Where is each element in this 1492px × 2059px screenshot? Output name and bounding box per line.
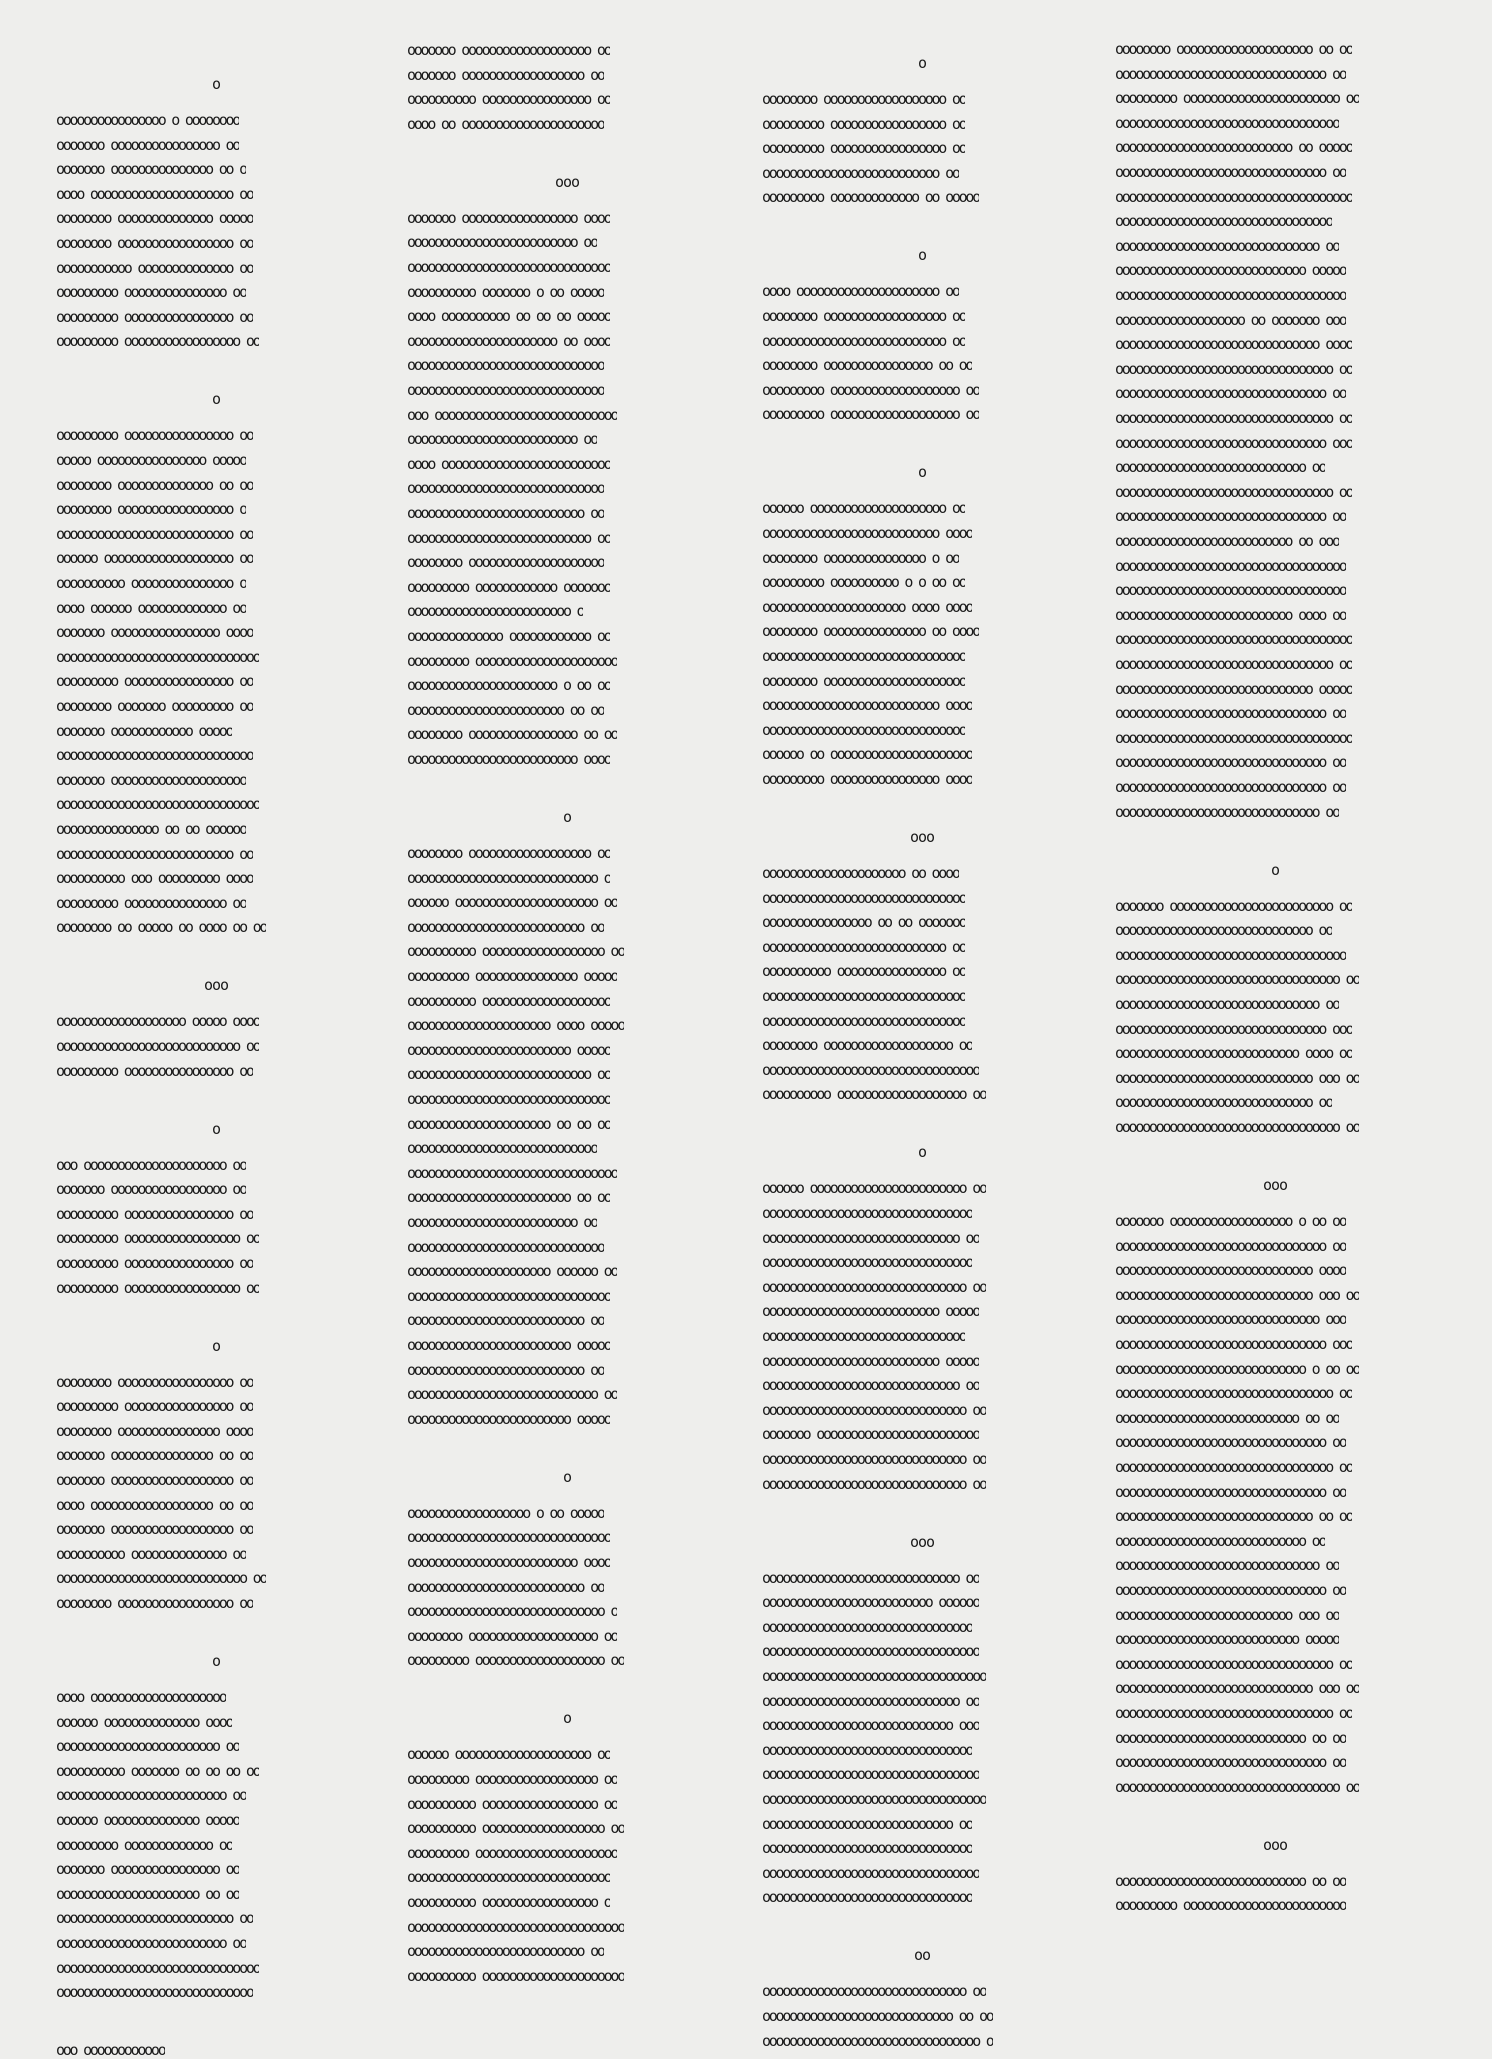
circle-row: ooooooo oooooooooooooooo oooo: [56, 623, 253, 642]
circle-row: oooo ooooooooooooooooooooooooo: [407, 454, 611, 473]
circle-row: oooooooooooooooooooooooooooooo oo: [762, 1474, 986, 1493]
circle-row: oooooooooooooooooooooooooo oo: [407, 917, 604, 936]
circle-row: oooooooooooooooooooooooooooooooo: [762, 1863, 979, 1882]
circle-row: oooooooo ooooooooooooooooo o: [56, 500, 246, 519]
circle-row: oooooooooooooooooooooooooooooo oo: [1115, 995, 1339, 1013]
circle-row: oooooooooooooooooooooooooo oo: [407, 1577, 604, 1596]
circle-row: oooooo oooooooooooooooooooo oo: [762, 499, 966, 518]
section-marker: ooo: [554, 172, 580, 191]
circle-row: ooooooooooooooooooooooooo oo: [56, 1934, 246, 1952]
circle-row: oooooooooooooooooooooooooooooo: [762, 647, 966, 665]
circle-row: oooooo ooooooooooooooooooooooo oo: [762, 1179, 986, 1198]
circle-row: oooooooooooooooooooooooooooooooo: [762, 1642, 979, 1661]
circle-row: oooooo oooooooooooooo oooo: [56, 1712, 233, 1731]
circle-row: ooooooooooooooooooooooooooo ooooo: [1115, 1630, 1339, 1649]
circle-row: oooooooooooooooooooooooooooo o: [407, 868, 611, 887]
circle-row: ooooo oooooooooooooooo ooooo: [56, 451, 246, 469]
circle-row: oooooooooooooooooooooooo ooooo: [407, 1336, 611, 1354]
circle-row: ooooooooooooooooooooooooooooooo: [762, 1839, 973, 1858]
circle-row: oooooooo ooooooooooooooooooo oo: [762, 1036, 973, 1055]
circle-row: oooooooooooooooooooooooooooooooo: [407, 1917, 624, 1936]
circle-row: ooooooooooooooooooooooooooo oo: [762, 331, 966, 350]
circle-row: oooooooooooooooooooooooooooooo: [762, 888, 966, 907]
circle-row: ooooooooo oooooooooooooooo oo: [56, 1254, 253, 1272]
circle-row: oooooooooo ooooooooooooooooo o: [407, 1893, 611, 1911]
circle-row: oooooooooooooooooooooooo o: [407, 602, 584, 621]
circle-row: oooooooooooooooooooooooooooooo: [407, 1090, 611, 1108]
circle-row: oooooooo ooooooooooooooooo oo: [56, 1372, 253, 1391]
circle-row: oooooooooooooooo o oooooooo: [56, 111, 240, 129]
circle-row: oooooooo oooooooooooooooo oo oo: [407, 725, 618, 744]
circle-row: ooooooooooooooooooooooooooooo oooo: [1115, 1261, 1346, 1280]
circle-row: ooooooooooooooooooooooooooooooooo oo: [1115, 1777, 1360, 1796]
circle-row: ooooooooo ooooooooooooooooooooo: [407, 651, 618, 670]
circle-row: ooooooooooooooooooooooooooooooo oo: [1115, 384, 1346, 403]
circle-row: oooooooooooooooooooooooooooooo oo: [762, 1400, 986, 1419]
circle-row: oooooo oooooooooooooooooooo oo: [407, 1745, 611, 1764]
circle-row: ooooooooooooooooooooooooooo oo oo: [1115, 1408, 1339, 1427]
circle-row: ooooooo ooooooooooooooooooo oo: [407, 41, 611, 59]
section-marker: o: [562, 808, 572, 826]
circle-row: ooooooooooooooooooooo oo oo: [56, 1884, 240, 1903]
circle-row: ooooooooooooooooooooooooooooo oo: [1115, 921, 1332, 940]
circle-row: oooooooooooooooooooooooooooooo oo: [1115, 802, 1339, 821]
circle-row: ooo ooooooooooooooooooooo oo: [56, 1155, 246, 1174]
circle-row: ooooooooo ooooooooooooo oo: [56, 1835, 233, 1854]
circle-row: ooooooooo ooooooooooooooooo oo: [762, 139, 966, 158]
circle-row: ooooooooooooooooooooooooooooooo oo: [1115, 163, 1346, 181]
circle-row: ooooooo oooooooooooooooooo oo: [56, 1471, 253, 1489]
circle-row: ooooooooooooooooooooooooooo oo: [56, 1037, 260, 1055]
circle-row: ooooooo oooooooooooooooo oo: [56, 135, 240, 154]
circle-row: oooooooo oooooooooooooooooo oo: [762, 307, 966, 325]
circle-row: ooooooo oooooooooooooooooo oo: [56, 1520, 253, 1539]
circle-row: ooooooooo oooooooooooooooo oo: [56, 1061, 253, 1080]
circle-row: ooooooooooooooooooooooooooooooo oo: [1115, 778, 1346, 796]
circle-row: oooooooooooooooooooooooooo oooo: [762, 696, 973, 715]
circle-row: oooooooooooooooooooooooooooooo: [56, 1958, 260, 1977]
circle-row: ooooooooooooooooooooooooooooo oo oo: [1115, 1507, 1353, 1526]
circle-row: oooooooooooooooooooooooooo oo: [407, 504, 604, 522]
circle-row: oooooooooooooooooo o oo ooooo: [407, 1503, 604, 1522]
circle-row: ooooooooooooooooooooooooooooo ooo oo: [1115, 1285, 1360, 1304]
circle-row: oooo oooooooooo oo oo oo ooooo: [407, 307, 611, 326]
circle-row: ooooooooooooooooooooooooooooooooo: [762, 1667, 986, 1685]
circle-row: oooooooooooooooooooooooooooooooo oo: [1115, 1384, 1353, 1403]
circle-row: oooooooooo ooooooooooooooooooo oo: [762, 1085, 986, 1104]
circle-row: oooooooooooooooooooooooooooooooooo: [1115, 286, 1346, 304]
circle-row: oooooooooooooooooooooooooooooo oo: [762, 1982, 986, 2001]
circle-row: oooooooo oooooooooooooooooo oo: [762, 90, 966, 108]
circle-row: oooooooooooooooooooooooooooooo ooo: [1115, 1310, 1346, 1329]
circle-row: ooooooooo oooooooooooooooo oo: [56, 307, 253, 326]
circle-row: oooooooooooooooooooooooooo oo: [56, 1909, 253, 1928]
circle-row: ooooooooooooooooooooooooooo oo: [407, 528, 611, 547]
circle-row: ooooooo oooooooooooooooooooooooo oo: [1115, 896, 1353, 915]
section-marker: ooo: [1262, 1176, 1288, 1194]
circle-row: oooooooooooooooooooooooooooo oo: [56, 1569, 267, 1588]
circle-row: oooooo ooooooooooooooooooo oo: [56, 549, 253, 568]
circle-row: oooooooo oooooooooooooooooo oo: [407, 844, 611, 862]
circle-row: oooooooooooooooooooooooooooooooooo: [1115, 945, 1346, 964]
circle-row: ooooooooo oooooooooooooooo oo: [56, 426, 253, 445]
circle-row: oooo ooooooooooooooooooooo oo: [762, 282, 959, 301]
circle-row: ooooooooo oooooooooooo ooooooo: [407, 577, 611, 596]
circle-row: ooooooooooooooooooooooooooooooo: [762, 1204, 973, 1222]
circle-row: oooooooooooooooooooooooooooooooo oo: [1115, 482, 1353, 501]
circle-row: oooooooooooooooo oo oo ooooooo: [762, 913, 966, 932]
circle-row: oooooooooooooooooooooooooooo oo: [1115, 1531, 1326, 1550]
circle-row: ooooooooo oooooooooooooooo oooo: [762, 770, 973, 788]
circle-row: oooooooooooooooooooooooooo ooooo: [762, 1302, 979, 1321]
circle-row: ooooooo oooooooooooooooooo o oo oo: [1115, 1212, 1346, 1230]
circle-row: ooooooooooooooooooooooooooooooo oo: [1115, 1753, 1346, 1772]
circle-row: oooo oo ooooooooooooooooooooo: [407, 114, 604, 133]
circle-row: oooooooooooooooooooooooooo ooooo: [762, 1351, 979, 1370]
circle-row: oooooooo oooooooooooooo oo oo: [56, 475, 253, 494]
circle-row: ooooooo ooooooooooooooooo oo: [56, 1180, 246, 1199]
circle-row: oooooooooooooooooooooooooooooo: [762, 987, 966, 1005]
section-marker: oo: [913, 1946, 931, 1965]
circle-row: oooooooooooooooooooooooooooooo oooo: [1115, 335, 1353, 354]
circle-row: ooooooooo oooooooooooooooooo oo: [407, 1770, 618, 1788]
circle-row: oooooooooooooooooooooooo oo oo: [407, 1188, 611, 1207]
circle-row: ooooooooooooooooooooooooooooooo oo: [1115, 1433, 1346, 1452]
circle-row: oooooooooo oooooooooooooo oo: [56, 1544, 246, 1563]
circle-row: ooooooooooooooooooooooooo oooo: [407, 1553, 611, 1571]
circle-row: oooooooooooooooooooooooooooo oo oo: [1115, 1871, 1346, 1890]
circle-row: ooooooooooooooooooooooooooo oo: [407, 1065, 611, 1084]
section-marker: o: [1270, 860, 1280, 879]
circle-row: oooooooooooooooooooooooooooooooo oo: [1115, 1704, 1353, 1722]
circle-row: ooooooooo ooooooooooooooo ooooo: [407, 967, 618, 985]
circle-row: ooooooooooooooooooooooooooooooo: [762, 1888, 973, 1907]
circle-row: oooooooooooooooooooooooooooooooo oo: [1115, 1654, 1353, 1673]
column-4: [1115, 0, 1445, 2000]
circle-row: ooooooooo oooooooooooooooo oo: [56, 672, 253, 691]
circle-row: oooooooooo oooooooooooooooooo oo: [407, 942, 624, 961]
circle-row: ooooooooo ooooooooooooooo oo: [56, 893, 246, 912]
circle-row: oooooooooooooooooooooooooooo oo oo: [1115, 1728, 1346, 1747]
circle-row: ooooooooooooooooooooooooooooooo oo: [1115, 1482, 1346, 1501]
circle-row: ooooooooooooooooooooooooooooooo ooo: [1115, 1335, 1353, 1353]
section-marker: ooo: [909, 1532, 935, 1551]
circle-row: ooooooooooooooooooooo oooo ooooo: [407, 1016, 624, 1035]
circle-row: ooooooooooooooooooooooooooooooo oo: [1115, 64, 1346, 83]
circle-row: ooooooooo ooooooooooooooooo oo: [762, 114, 966, 133]
circle-row: ooooooooooooooooooooooooooooo: [407, 381, 604, 399]
circle-row: ooooooo oooooooooooooooooooo: [56, 770, 246, 789]
circle-row: oooooooooooooooooooooooooo ooo oo: [1115, 1605, 1339, 1624]
circle-row: ooooooooo ooooooooooooooooooo oo: [762, 405, 979, 424]
circle-row: oooooooooooooooooooooooooooo oo oo: [762, 2007, 993, 2025]
circle-row: oooooooooooooooooooooooooooooooo oo: [1115, 409, 1353, 427]
circle-row: ooooooooooooooooooooooooooooo: [407, 479, 604, 498]
circle-row: oooooooooooooooooooooooooooooo: [762, 720, 966, 739]
circle-row: ooooooooooooooooooooooooooooo: [56, 1983, 253, 2002]
circle-row: oooooooo ooooooooooooooo oo oooo: [762, 622, 979, 641]
circle-row: oooooooooo ooooooo o oo ooooo: [407, 282, 604, 301]
circle-row: oooooooooooooooooooooooooooooo oo: [762, 1277, 986, 1296]
circle-row: ooooooooooooooooooooooooooooo oo: [762, 1568, 979, 1587]
circle-row: oooooooooooooooooooooooooooooooo: [762, 1765, 979, 1784]
circle-row: ooooooooooooooooooooooooooooooo oo: [1115, 1581, 1346, 1599]
circle-row: oooooooooooooooooooooooooooooo: [56, 795, 260, 814]
circle-row: ooooooooooooooooooooooooooooooo oo: [1115, 507, 1346, 526]
circle-row: oooo oooooooooooooooooooo: [56, 1688, 226, 1706]
circle-row: ooooooooooooooooooooooooo oooooo: [762, 1593, 979, 1612]
circle-row: oooooooooooooooooooooooooooooo oo: [1115, 1556, 1339, 1575]
section-marker: o: [917, 1143, 927, 1162]
circle-row: ooooooooooooooooooo oo ooooooo ooo: [1115, 310, 1346, 329]
circle-row: ooooooo ooooooooooooooooo oooo: [407, 208, 611, 227]
circle-row: oooooooooooooooooooooooooooo oo: [1115, 458, 1326, 477]
circle-row: oooooo ooooooooooooooooooooo oo: [407, 893, 618, 912]
circle-row: oooooo oo ooooooooooooooooooooo: [762, 745, 973, 764]
circle-row: ooooooooooooooooooooooooooooooooooo: [1115, 187, 1353, 206]
circle-row: oooooooo oooooooooooooooooooo oo oo: [1115, 40, 1353, 58]
circle-row: ooooooooo ooooooooooooooooo oo: [56, 1229, 260, 1248]
circle-row: ooooooooooooooooooooooooooooooo oo: [1115, 704, 1346, 723]
circle-row: ooooooooooooooooooooooooooooo: [56, 746, 253, 765]
circle-row: ooooooooooooooooooooooooooooo oo: [1115, 1093, 1332, 1112]
section-marker: ooo: [909, 828, 935, 846]
circle-row: oooooooooooooooooooooooooo oooo: [762, 524, 973, 542]
section-marker: o: [211, 1652, 221, 1670]
circle-row: oooooooooo oooooooooooooooo oo: [762, 962, 966, 981]
circle-row: oooooooooooooooooooooooooooooo: [407, 1868, 611, 1887]
circle-row: oooooooooooooooooooooooooooo ooooo: [1115, 261, 1346, 280]
circle-row: ooooooo oooooooooooooooooooooooo: [762, 1425, 979, 1444]
circle-row: ooooooooooooooooooooooooooooo oo: [762, 1228, 979, 1247]
circle-row: oooooooooo oooooooooooooooo oo: [407, 90, 611, 109]
circle-row: ooooooooooooooooooooooooooooo: [407, 356, 604, 375]
circle-row: ooooooooooooooooooooooooooooooooo oo: [1115, 1118, 1360, 1136]
circle-row: ooooooooooooooooooooooooooooooo: [762, 1617, 973, 1636]
circle-row: oooooooooooooooooooooooooooo o oo oo: [1115, 1359, 1360, 1378]
circle-row: oooooooooooooooooooooooooo oo: [762, 163, 959, 182]
circle-row: oooooooooooooooooooooooooooooo oo: [762, 1450, 986, 1468]
circle-row: ooooooo oooooooooooooooooo oo: [407, 65, 604, 84]
section-marker: o: [917, 463, 927, 482]
circle-row: oooooooooooooooooooooo o oo oo: [407, 676, 611, 695]
circle-row: ooooooooooooooooooooooooooooooo: [762, 1253, 973, 1272]
circle-row: ooooooooooooooooooooooooooooooo ooo: [1115, 1019, 1353, 1038]
circle-row: oooooooooooooooooooooooooo oo: [407, 1360, 604, 1379]
circle-row: ooooooooooooooooooooooooooooo oo: [762, 1691, 979, 1710]
section-marker: o: [562, 1709, 572, 1728]
circle-row: ooo ooooooooooooooooooooooooooo: [407, 405, 618, 424]
circle-row: ooooooooo oooooooooooooooo oo: [56, 1204, 253, 1223]
circle-row: oooooooooo ooo ooooooooo oooo: [56, 869, 253, 888]
circle-row: ooooooooooooooooooooooooooooooo: [407, 1163, 618, 1182]
circle-row: ooooooooooooooooooooooo oo oo: [407, 700, 604, 719]
circle-row: oooooooooo ooooooooooooooooooooo: [407, 1966, 624, 1985]
circle-row: ooooooooooooooooooo ooooo oooo: [56, 1012, 260, 1031]
circle-row: oooooooooooooooooooooooooooooooooo: [1115, 556, 1346, 575]
circle-row: ooooooooo oooooooooooooooooooooooo: [1115, 1896, 1346, 1915]
circle-row: oooooooooooooooooooooooooooooo oo: [1115, 236, 1339, 255]
circle-row: ooooooooooooooooooooooooooooo ooo oo: [1115, 1068, 1360, 1087]
circle-row: oooooooooooooo oooooooooooo oo: [407, 627, 611, 645]
circle-row: oooooooo ooooooooooooooo oooo: [56, 1421, 253, 1440]
circle-row: ooooooooooooooooooooooooo oo: [407, 430, 597, 449]
circle-row: oooooooooo ooooooooooooooooooo: [407, 991, 611, 1010]
circle-row: ooooooooooooooooooooooooooooooooooo: [1115, 630, 1353, 649]
circle-row: oooooooo ooooooooooooooooo oo: [56, 234, 253, 252]
circle-row: ooo oooooooooooo: [56, 2041, 165, 2059]
circle-row: ooooooooooooooooooooo oooooo oo: [407, 1262, 618, 1281]
circle-row: oooooooooooooooooooooooooooooo: [762, 1327, 966, 1345]
circle-row: ooooooooo ooooooooooooooooo oo: [56, 1278, 260, 1297]
circle-row: ooooooooo ooooooooooooooooooo oo: [762, 380, 979, 399]
circle-row: oooooooooooooooooooooooooo oo: [407, 1942, 604, 1961]
circle-row: oooooooooooooooooooooooooooo oo: [762, 1814, 973, 1833]
section-marker: o: [211, 1336, 221, 1355]
circle-row: oooooooooooooooooooooooooooooooo: [762, 1060, 979, 1079]
circle-row: ooooooo oooooooooooo ooooo: [56, 721, 233, 740]
circle-row: oooooooooooooooooooooooooooo oo: [407, 1385, 618, 1404]
circle-row: ooooooooo oooooooooooooooo oo: [56, 1397, 253, 1416]
circle-row: ooooooooooooooooooooooooooooooooo: [762, 1790, 986, 1808]
circle-row: oooooooooooooooooooooooo oo: [56, 1737, 240, 1756]
column-1: [56, 0, 386, 2059]
circle-row: oooooooo ooooooooooooooo o oo: [762, 548, 959, 567]
circle-row: oooooooo ooooooooooooooooooooo: [762, 671, 966, 690]
circle-row: oooooooooooooooooooooooooooooooooo: [1115, 581, 1346, 600]
circle-row: oooooooooooooooooooooooooooooo: [762, 1011, 966, 1030]
circle-row: ooooooooooo oooooooooooooo oo: [56, 258, 253, 277]
circle-row: ooooooooooooooooooooooooooooooo oo: [1115, 1236, 1346, 1255]
circle-row: ooooooooooooooooooooooooooooooo ooo: [1115, 433, 1353, 452]
circle-row: oooooooooooooooooooooooooooooo: [407, 258, 611, 276]
circle-row: oooooooooooooooooooooooooooooooo oo: [1115, 655, 1353, 673]
circle-row: oooooooooooooooooooooooooooooooo: [1115, 212, 1332, 231]
circle-row: oooooooooooooooooooooo oo oooo: [407, 331, 611, 350]
circle-row: ooooooooo ooooooooooooooooooooooo oo: [1115, 89, 1360, 108]
circle-row: oooooooooooooooooooooooooo oo: [407, 1311, 604, 1330]
circle-row: ooooooo oooooooooooooooo oo: [56, 1860, 240, 1879]
circle-row: ooooooooooooooooooooooooooooo: [407, 1237, 604, 1256]
circle-row: oooooooooo ooooooo oo oo oo oo: [56, 1761, 260, 1780]
circle-row: oooooooooooooooooooooooooooooo: [56, 647, 260, 666]
section-marker: o: [211, 1119, 221, 1138]
column-2: [407, 0, 737, 2000]
circle-row: oooooooooooooooooooooooo ooooo: [407, 1409, 611, 1428]
section-marker: o: [917, 54, 927, 72]
circle-row: oooooooooo oooooooooooooooooo oo: [407, 1819, 624, 1838]
circle-row: oooo ooooooooooooooooooooo oo: [56, 184, 253, 203]
circle-row: ooooooooooooooooooooooooo oo: [407, 1213, 597, 1231]
circle-row: ooooooooo ooooooooooooooooo oo: [56, 332, 260, 351]
circle-row: ooooooooooooooooooooo oooo oooo: [762, 597, 973, 616]
circle-row: ooooooo ooooooooooooooo oo o: [56, 160, 246, 179]
circle-row: oooooooooooooooooooooooooooooooo o: [762, 2031, 993, 2050]
circle-row: ooooooooooooooooooooooooooooo oo: [762, 1376, 979, 1395]
circle-row: oooooooooooooooooooooooooo oooo oo: [1115, 605, 1346, 624]
column-3: [762, 0, 1092, 2050]
circle-row: ooooooo ooooooooooooooo oo oo: [56, 1446, 253, 1465]
section-marker: ooo: [1262, 1835, 1288, 1854]
circle-row: oooooooooooooooooooooooooo oo ooooo: [1115, 138, 1353, 157]
circle-row: ooooooooooooooo oo oo oooooo: [56, 820, 246, 838]
circle-row: ooooooooooooooooooooooooo oo: [407, 233, 597, 252]
circle-row: oooooooooooooooooooooooooo oo: [56, 524, 253, 543]
circle-row: ooooooooooooooooooooooooooooo ooo oo: [1115, 1679, 1360, 1698]
circle-row: oooooooooo ooooooooooooooo o: [56, 574, 246, 592]
circle-row: ooooooooooooooooooooooooooo oooo oo: [1115, 1044, 1353, 1063]
circle-row: oooooooooooooooooooooooooooooo: [407, 1286, 611, 1305]
circle-row: ooooooooooooooooooooooooooooo ooooo: [1115, 679, 1353, 698]
circle-row: ooooooooooooooooooooooooooooooo: [762, 1740, 973, 1759]
circle-row: oooooooo oooooooooooooooo oo oo: [762, 356, 973, 375]
circle-row: oooooooooooooooooooooooooooooooo oo: [1115, 359, 1353, 378]
circle-row: oooooooo oo ooooo oo oooo oo oo: [56, 918, 267, 937]
section-marker: o: [211, 75, 221, 93]
circle-row: ooooooooooooooooooooooooo oooo: [407, 750, 611, 768]
section-marker: o: [211, 390, 221, 409]
circle-row: oooooooooooooooooooooooooo oo: [56, 844, 253, 863]
circle-row: ooooooooooooooooooooooooooooo o: [407, 1602, 618, 1621]
circle-row: ooooooooo oooooooooo o o oo oo: [762, 573, 966, 592]
circle-row: oooooooooooooooooooooooo ooooo: [407, 1040, 611, 1059]
circle-row: oooooooooooooooooooooooooooooooo oo: [1115, 1458, 1353, 1476]
circle-row: ooooooooo ooooooooooooo oo ooooo: [762, 188, 979, 207]
circle-row: oooooooo ooooooooooooooooooo oo: [407, 1626, 618, 1645]
circle-row: ooooooooo ooooooooooooooooooooo: [407, 1843, 618, 1862]
circle-row: oooooooooo ooooooooooooooooo oo: [407, 1794, 618, 1813]
circle-row: ooooooooooooooooooooooooooo oo: [762, 937, 966, 956]
circle-row: oooooooo oooooooooooooooooooo: [407, 553, 604, 572]
circle-row: ooooooooo ooooooooooooooooooo oo: [407, 1651, 624, 1670]
circle-row: oooooooooooooooooooooooooooo ooo: [762, 1716, 979, 1735]
circle-row: ooooooooooooooooooooooooooooooo oo: [1115, 753, 1346, 772]
circle-row: oooooooo ooooooooooooooooo oo: [56, 1594, 253, 1612]
circle-row: oooooo oooooooooooooo ooooo: [56, 1811, 240, 1829]
circle-row: ooooooooooooooooooooooooooooooooo: [1115, 113, 1339, 132]
circle-row: oooooooo oooooooooooooo ooooo: [56, 209, 253, 228]
circle-row: ooooooooooooooooooooooooo oo: [56, 1786, 246, 1805]
circle-row: ooooooooooooooooooooo oo oooo: [762, 864, 959, 882]
circle-row: oooooooooooooooooooooooooo oo ooo: [1115, 532, 1339, 550]
circle-row: oooo oooooo ooooooooooooo oo: [56, 598, 246, 617]
section-marker: o: [917, 246, 927, 265]
circle-row: oooo oooooooooooooooooo oo oo: [56, 1495, 253, 1514]
circle-row: oooooooooooooooooooooooooooooo: [407, 1528, 611, 1547]
circle-row: oooooooo ooooooo ooooooooo oo: [56, 697, 253, 715]
circle-row: ooooooooooooooooooooooooooooooooo oo: [1115, 970, 1360, 989]
circle-row: ooooooooooooooooooooo oo oo oo: [407, 1114, 611, 1133]
circle-row: oooooooooooooooooooooooooooo: [407, 1139, 597, 1158]
circle-row: ooooooooooooooooooooooooooooooooooo: [1115, 728, 1353, 747]
circle-row: ooooooooo ooooooooooooooo oo: [56, 283, 246, 302]
section-marker: o: [562, 1467, 572, 1486]
section-marker: ooo: [203, 976, 229, 995]
